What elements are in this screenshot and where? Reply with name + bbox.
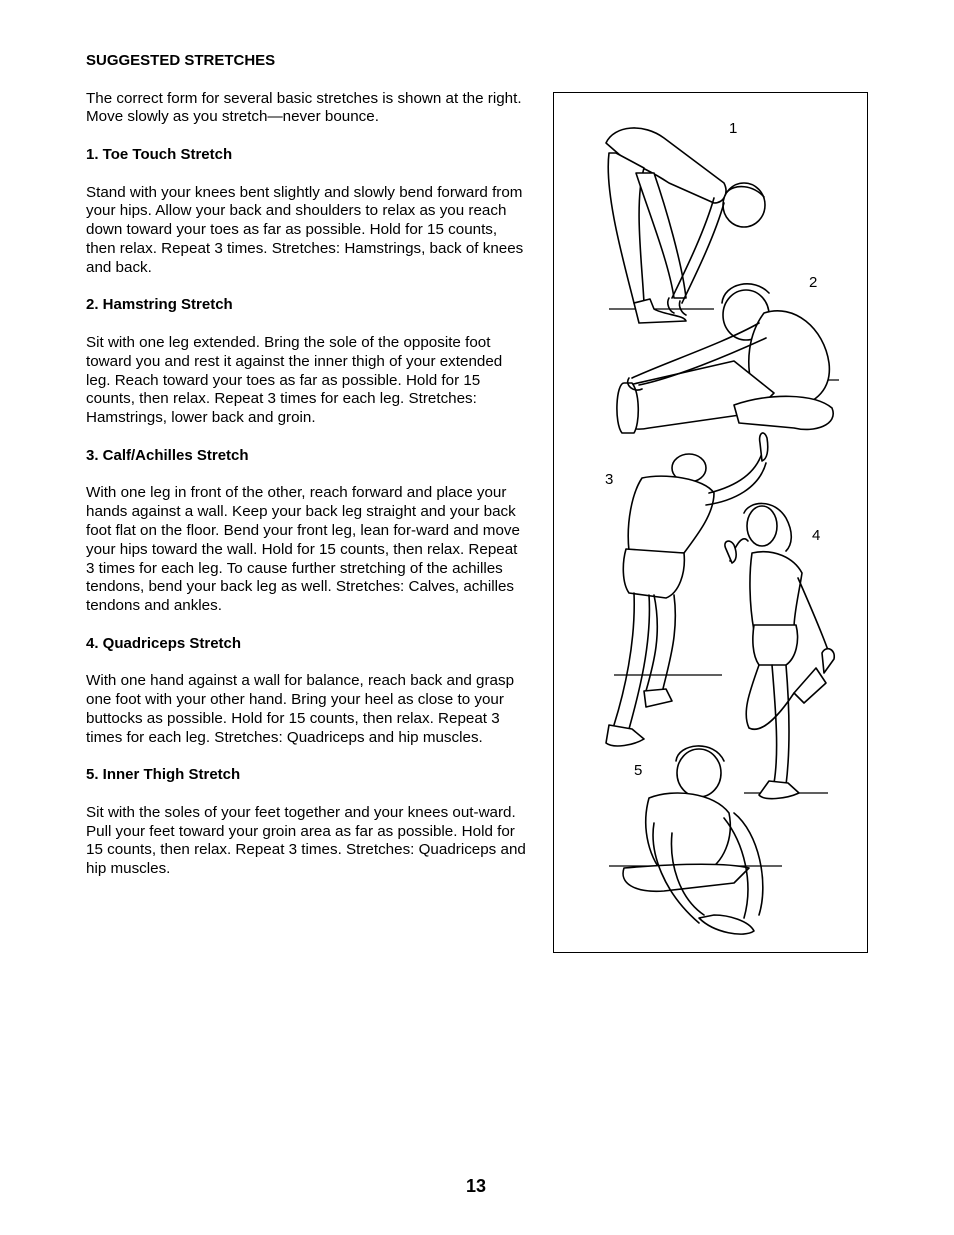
stretch-body: With one leg in front of the other, reach forward and place your hands against a wall. Keep your back leg straight and your back foot flat on the floor. Bend your front leg, lean for-ward and move your hips toward the wall. Hold for 15 counts, then relax. Repeat 3 times for each leg. To cause further stretching of the achilles tendons, bend your back leg as well. Stretches: Calves, achilles tendons and ankles. <box>86 484 520 615</box>
stretch-title: 1. Toe Touch Stretch <box>86 145 233 163</box>
stretch-body: Stand with your knees bent slightly and slowly bend forward from your hips. Allow your back and shoulders to relax as you reach down toward your toes as far as possible. Hold for 15 counts, then relax. Repeat 3 times. Stretches: Hamstrings, back of knees and back. <box>86 183 524 276</box>
figure-label-1: 1 <box>729 120 738 137</box>
figure-label-3: 3 <box>605 471 614 488</box>
section-title: SUGGESTED STRETCHES <box>86 52 276 69</box>
stretch-body: Sit with one leg extended. Bring the sole of the opposite foot toward you and rest it against the inner thigh of your extended leg. Reach toward your toes as far as possible. Hold for 15 counts, then relax. Repeat 3 times for each leg. Stretches: Hamstrings, lower back and groin. <box>86 333 503 427</box>
stretch-title: 3. Calf/Achilles Stretch <box>86 446 249 464</box>
stretches-illustration-panel <box>553 92 868 953</box>
stretch-figures-drawing <box>554 93 869 954</box>
figure-label-5: 5 <box>634 762 643 779</box>
calf-achilles-stretch-figure <box>606 433 768 746</box>
quadriceps-stretch-figure <box>725 503 834 798</box>
figure-label-4: 4 <box>812 527 821 544</box>
text-column <box>86 52 526 879</box>
stretch-body: Sit with the soles of your feet together and your knees out-ward. Pull your feet toward your groin area as far as possible. Hold for 15 counts, then relax. Repeat 3 times. Stretches: Quadriceps and hip muscles. <box>86 803 526 878</box>
intro-paragraph: The correct form for several basic stretches is shown at the right. Move slowly as you stretch—never bounce. <box>86 89 522 126</box>
stretch-title: 5. Inner Thigh Stretch <box>86 766 241 784</box>
stretch-body: With one hand against a wall for balance, reach back and grasp one foot with your other hand. Bring your heel as close to your buttocks as possible. Hold for 15 counts, then relax. Repeat 3 times for each leg. Stretches: Quadriceps and hip muscles. <box>86 672 515 746</box>
stretch-title: 4. Quadriceps Stretch <box>86 634 242 652</box>
stretch-title: 2. Hamstring Stretch <box>86 296 233 314</box>
figure-label-2: 2 <box>809 274 818 291</box>
page-number: 13 <box>466 1176 487 1196</box>
